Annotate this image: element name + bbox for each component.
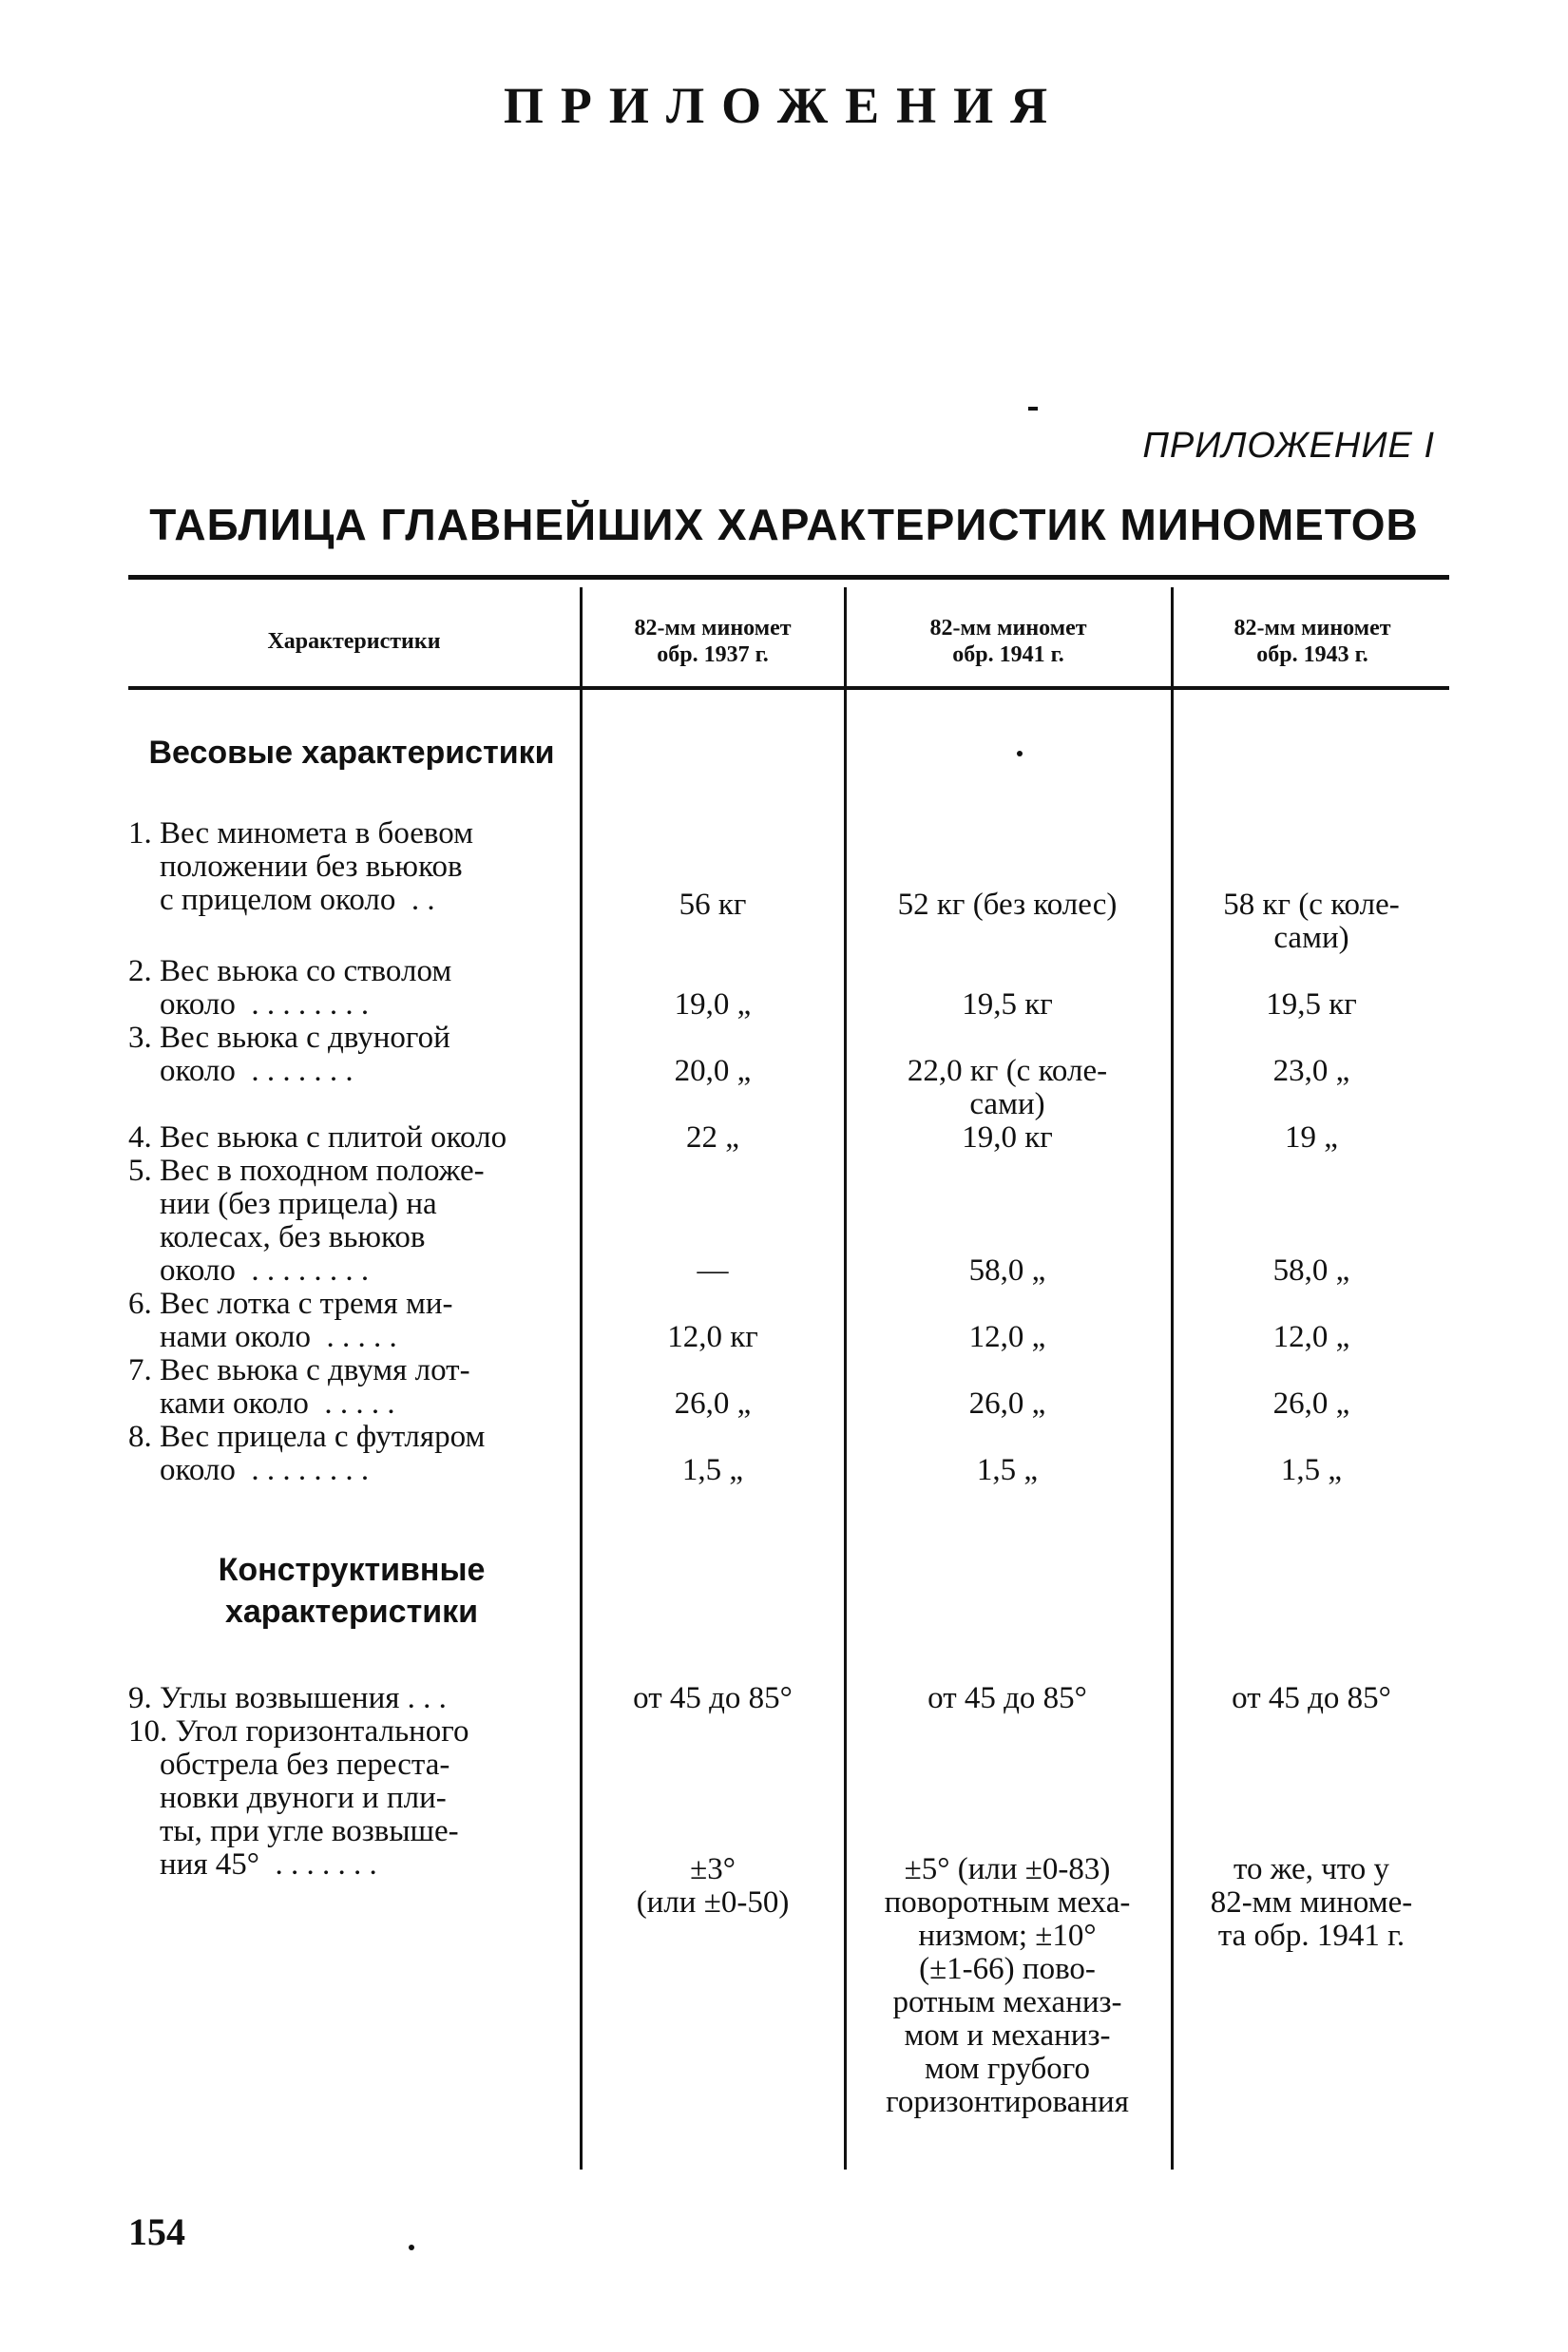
header-m1941 (848, 599, 1169, 684)
cell-v1943: то же, что у 82-мм миноме- та обр. 1941 г. (1210, 1852, 1413, 1953)
row-label: 7. Вес вьюка с двумя лот- ками около . . . . . (128, 1353, 470, 1421)
cell-v1943: 58 кг (с коле- сами) (1223, 888, 1400, 955)
cell-v1943: 58,0 „ (1272, 1253, 1350, 1288)
cell-v1941: 52 кг (без колес) (897, 888, 1118, 922)
header-m1937 (584, 599, 841, 684)
cell-v1937: 26,0 „ (674, 1386, 752, 1421)
cell-v1941: 19,0 кг (962, 1120, 1053, 1155)
cell-v1941: 1,5 „ (976, 1453, 1039, 1487)
row-label: 2. Вес вьюка со стволом около . . . . . . . . (128, 954, 452, 1022)
header-m1943 (1176, 599, 1449, 684)
print-speck (409, 2245, 414, 2250)
cell-v1941: 26,0 „ (968, 1386, 1046, 1421)
cell-v1937: от 45 до 85° (633, 1681, 793, 1715)
cell-v1937: 19,0 „ (674, 987, 752, 1022)
section-design: Конструктивные характеристики (218, 1552, 486, 1630)
cell-v1937: 56 кг (679, 888, 747, 922)
row-label: 3. Вес вьюка с двуногой около . . . . . . . (128, 1021, 450, 1088)
cell-v1941: от 45 до 85° (927, 1681, 1087, 1715)
cell-v1937: 22 „ (686, 1120, 739, 1155)
cell-v1941: 58,0 „ (968, 1253, 1046, 1288)
cell-v1943: 19 „ (1285, 1120, 1338, 1155)
cell-v1937: 1,5 „ (681, 1453, 744, 1487)
row-label: 9. Углы возвышения . . . (128, 1681, 447, 1715)
section-weight: Весовые характеристики (148, 735, 555, 771)
print-speck (1028, 407, 1038, 411)
page-number: 154 (128, 2210, 185, 2253)
cell-v1941: 22,0 кг (с коле- сами) (907, 1054, 1108, 1121)
column-divider-1 (580, 587, 583, 2170)
table-top-rule (128, 575, 1449, 580)
row-label: 5. Вес в походном положе- нии (без прицела) на колесах, без вьюков около . . . . . . . . (128, 1154, 485, 1288)
cell-v1943: от 45 до 85° (1232, 1681, 1391, 1715)
cell-v1941: 19,5 кг (962, 987, 1053, 1022)
table-title: ТАБЛИЦА ГЛАВНЕЙШИХ ХАРАКТЕРИСТИК МИНОМЕТОВ (149, 500, 1419, 549)
header-characteristics-text: Характеристики (267, 629, 441, 654)
cell-v1943: 23,0 „ (1272, 1054, 1350, 1088)
page-title: ПРИЛОЖЕНИЯ (503, 77, 1065, 134)
header-m1943-text: 82-мм миномет обр. 1943 г. (1233, 616, 1391, 667)
print-speck (1017, 751, 1023, 756)
cell-v1943: 12,0 „ (1272, 1320, 1350, 1354)
cell-v1937: 20,0 „ (674, 1054, 752, 1088)
cell-v1937: 12,0 кг (667, 1320, 758, 1354)
appendix-label: ПРИЛОЖЕНИЕ I (1142, 426, 1435, 466)
row-label: 1. Вес миномета в боевом положении без вьюков с прицелом около . . (128, 816, 473, 917)
row-label: 6. Вес лотка с тремя ми- нами около . . . . . (128, 1287, 453, 1354)
cell-v1943: 1,5 „ (1280, 1453, 1343, 1487)
header-characteristics (128, 599, 580, 684)
cell-v1941: 12,0 „ (968, 1320, 1046, 1354)
row-label: 8. Вес прицела с футляром около . . . . . . . . (128, 1420, 486, 1487)
header-bottom-rule (128, 686, 1449, 690)
cell-v1943: 19,5 кг (1266, 987, 1357, 1022)
row-label: 10. Угол горизонтального обстрела без переста- новки двуноги и пли- ты, при угле возвыше- ния 45° . . . . . . . (128, 1714, 469, 1882)
cell-v1937: ±3° (или ±0-50) (636, 1852, 790, 1920)
row-label: 4. Вес вьюка с плитой около (128, 1120, 507, 1155)
cell-v1941: ±5° (или ±0-83) поворотным меха- низмом; ±10° (±1-66) пово- ротным механиз- мом и механиз- мом грубого горизонтирования (884, 1852, 1131, 2119)
header-m1941-text: 82-мм миномет обр. 1941 г. (929, 616, 1087, 667)
cell-v1943: 26,0 „ (1272, 1386, 1350, 1421)
cell-v1937: — (697, 1253, 729, 1288)
header-m1937-text: 82-мм миномет обр. 1937 г. (634, 616, 792, 667)
